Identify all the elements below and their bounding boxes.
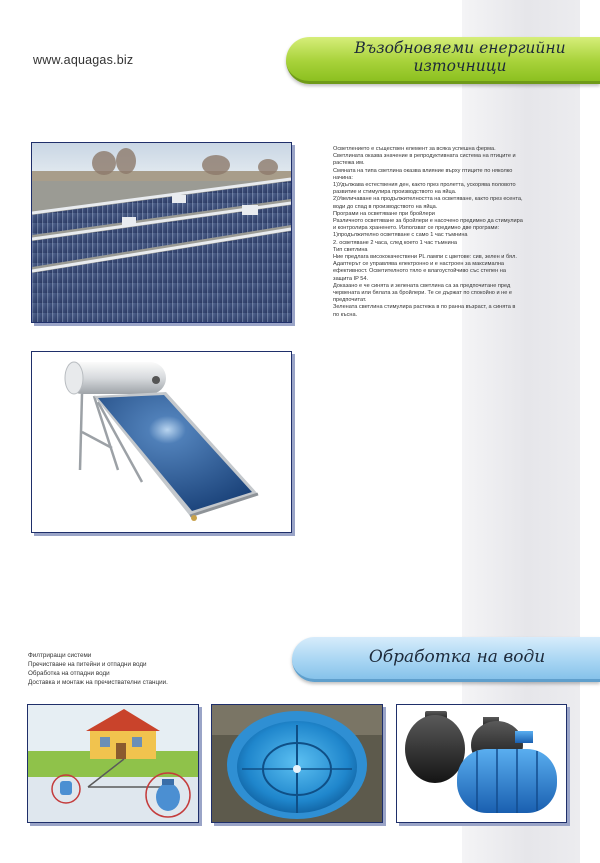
solar-field-image (32, 143, 291, 322)
paragraph: Зелената светлина стимулира растежа в по ранна възраст, а синята в по късна. (333, 304, 516, 318)
septic-house-image (28, 705, 198, 822)
service-item: Доставка и монтаж на пречиствателни станции. (28, 679, 168, 686)
water-services-list (28, 651, 168, 687)
paragraph: Тип светлина (333, 246, 368, 253)
service-item: Обработка на отпадни води (28, 670, 110, 677)
plastic-tanks-photo (396, 704, 567, 823)
paragraph: 2. осветяване 2 часа, след което 1 час тъмнина (333, 239, 457, 246)
paragraph: Различното осветяване за бройлери е насочено предимно да стимулира и контролира храненето. Използват се предимно две програми: (333, 218, 523, 232)
renewable-energy-title: Възобновяеми енергийни източници (354, 39, 566, 75)
paragraph: Осветлението е съществен елемент за всяка успешна ферма. Светлината оказва значение в репродуктивната система на птиците и растежа им. (333, 146, 516, 167)
water-treatment-banner (292, 637, 600, 682)
solar-water-heater-photo (31, 351, 292, 533)
blue-tank-image (212, 705, 382, 822)
paragraph: 1)Удължава естествения ден, както през пролетта, ускорява половото развитие и стимулира производството на яйца. (333, 182, 516, 196)
paragraph: Доказано е че синята и зелената светлина са за предпочитане пред червената или бялата за бройлери. Те се държат по спокойно и не е предпочитат. (333, 282, 512, 304)
paragraph: 1)продължително осветяване с само 1 час тъмнина (333, 232, 468, 239)
website-url[interactable]: www.aquagas.biz (33, 53, 134, 67)
renewable-body-text (333, 146, 523, 319)
paragraph: Програми на осветяване при бройлери (333, 210, 435, 217)
service-item: Пречистване на питейни и отпадни води (28, 661, 147, 668)
renewable-energy-banner (286, 37, 600, 84)
paragraph: Ние предлага висококачествени PL лампи с цветове: сив, зелен и бял. (333, 254, 517, 261)
paragraph: Смяната на типа светлина оказва влияние върху птиците по няколко начина: (333, 167, 513, 181)
solar-water-heater-image (32, 352, 291, 532)
service-item: Филтриращи системи (28, 652, 92, 659)
septic-house-diagram (27, 704, 199, 823)
paragraph: 2)Увеличаване на продължителността на осветяване, както през есента, води до спад в производството на яйца. (333, 196, 523, 210)
solar-field-photo (31, 142, 292, 323)
blue-tank-photo (211, 704, 383, 823)
plastic-tanks-image (397, 705, 566, 822)
paragraph: Адаптерът се управлява електронно и е настроен за максимална ефективност. Осветителното тяло е влагоустойчиво със степен на защита IP 54. (333, 261, 506, 282)
water-treatment-title: Обработка на води (368, 647, 546, 667)
